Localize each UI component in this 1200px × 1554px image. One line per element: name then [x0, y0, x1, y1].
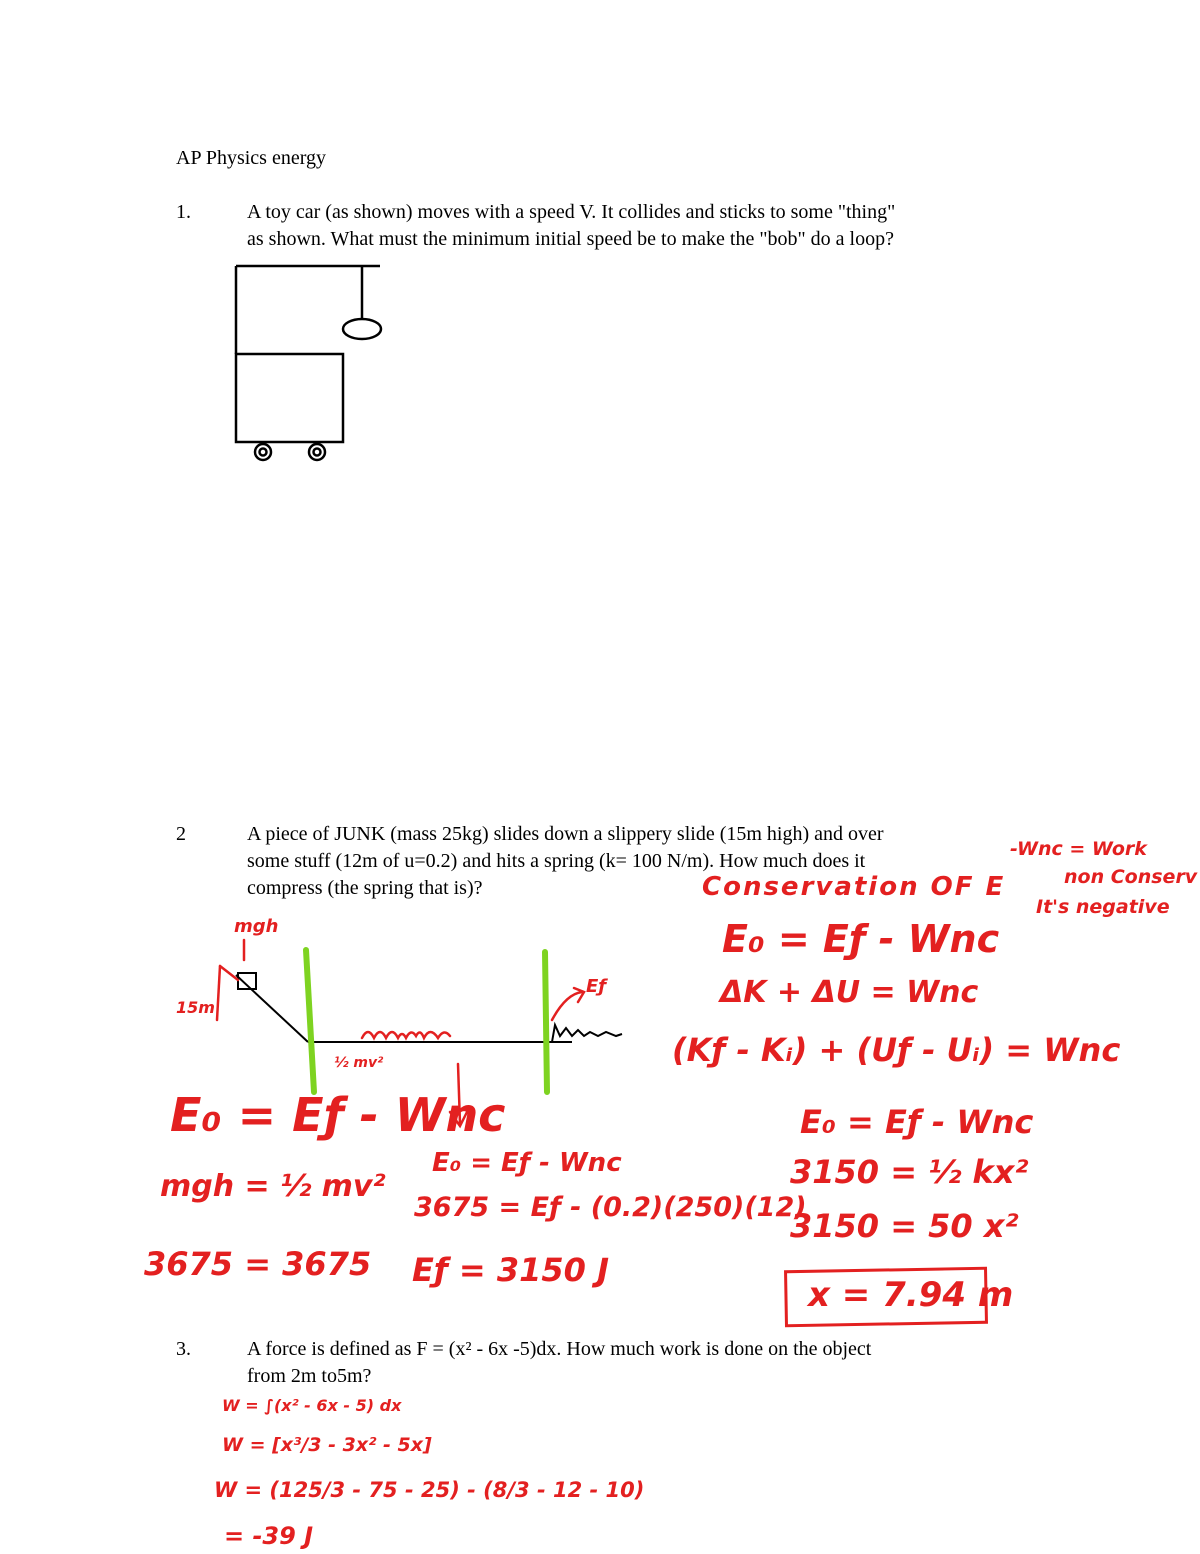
hw-diagram-ke: ½ mv² — [334, 1055, 384, 1071]
hw-diagram-height: 15m — [176, 998, 215, 1017]
hw-eq2: ΔK + ΔU = Wnc — [720, 975, 979, 1010]
problem-2-line-3: compress (the spring that is)? — [247, 877, 483, 899]
problem-3-number: 3. — [176, 1338, 191, 1360]
hw-conservation: Conservation OF E — [702, 872, 1006, 902]
hw-mid-res: Eƒ = 3150 J — [412, 1251, 609, 1289]
problem-2-number: 2 — [176, 823, 186, 845]
problem-2-line-1: A piece of JUNK (mass 25kg) slides down a slippery slide (15m high) and over — [247, 823, 884, 845]
problem-2-line-2: some stuff (12m of u=0.2) and hits a spring (k= 100 N/m). How much does it — [247, 850, 866, 872]
hw-side-note-2: non Conserv — [1064, 866, 1198, 888]
hw-answer: x = 7.94 m — [808, 1275, 1014, 1315]
hw-mid-eq: E₀ = Eƒ - Wnc — [432, 1148, 622, 1178]
hw-diagram-ef: Eƒ — [586, 976, 607, 997]
problem-1-number: 1. — [176, 201, 191, 223]
page-title: AP Physics energy — [176, 147, 326, 169]
hw-right-val-1: 3150 = ½ kx² — [790, 1153, 1029, 1191]
problem-1-line-1: A toy car (as shown) moves with a speed V. It collides and sticks to some "thing" — [247, 201, 896, 223]
hw-left-eq: E₀ = Eƒ - Wnc — [170, 1088, 506, 1142]
hw-mid-val: 3675 = Eƒ - (0.2)(250)(12) — [414, 1192, 807, 1223]
problem-3-line-1: A force is defined as F = (x² - 6x -5)dx. How much work is done on the object — [247, 1338, 872, 1360]
hw-work-1: W = ∫(x² - 6x - 5) dx — [222, 1396, 402, 1415]
problem-3-line-2: from 2m to5m? — [247, 1365, 372, 1387]
hw-mgh-eq: mgh = ½ mv² — [160, 1169, 386, 1204]
hw-side-note-1: -Wnc = Work — [1010, 838, 1147, 860]
hw-work-3: W = (125/3 - 75 - 25) - (8/3 - 12 - 10) — [214, 1478, 645, 1502]
hw-diagram-mgh: mgh — [234, 916, 279, 937]
hw-right-eq: E₀ = Eƒ - Wnc — [800, 1103, 1034, 1141]
hw-eq1: E₀ = Eƒ - Wnc — [722, 917, 1000, 961]
problem-1-line-2: as shown. What must the minimum initial speed be to make the "bob" do a loop? — [247, 228, 894, 250]
hw-work-2: W = [x³/3 - 3x² - 5x] — [222, 1434, 432, 1456]
hw-mgh-val: 3675 = 3675 — [144, 1245, 372, 1283]
hw-right-val-2: 3150 = 50 x² — [790, 1207, 1019, 1245]
hw-side-note-3: It's negative — [1036, 896, 1170, 918]
hw-eq3: (Kƒ - Kᵢ) + (Uƒ - Uᵢ) = Wnc — [672, 1031, 1121, 1069]
hw-work-4: = -39 J — [224, 1522, 314, 1550]
